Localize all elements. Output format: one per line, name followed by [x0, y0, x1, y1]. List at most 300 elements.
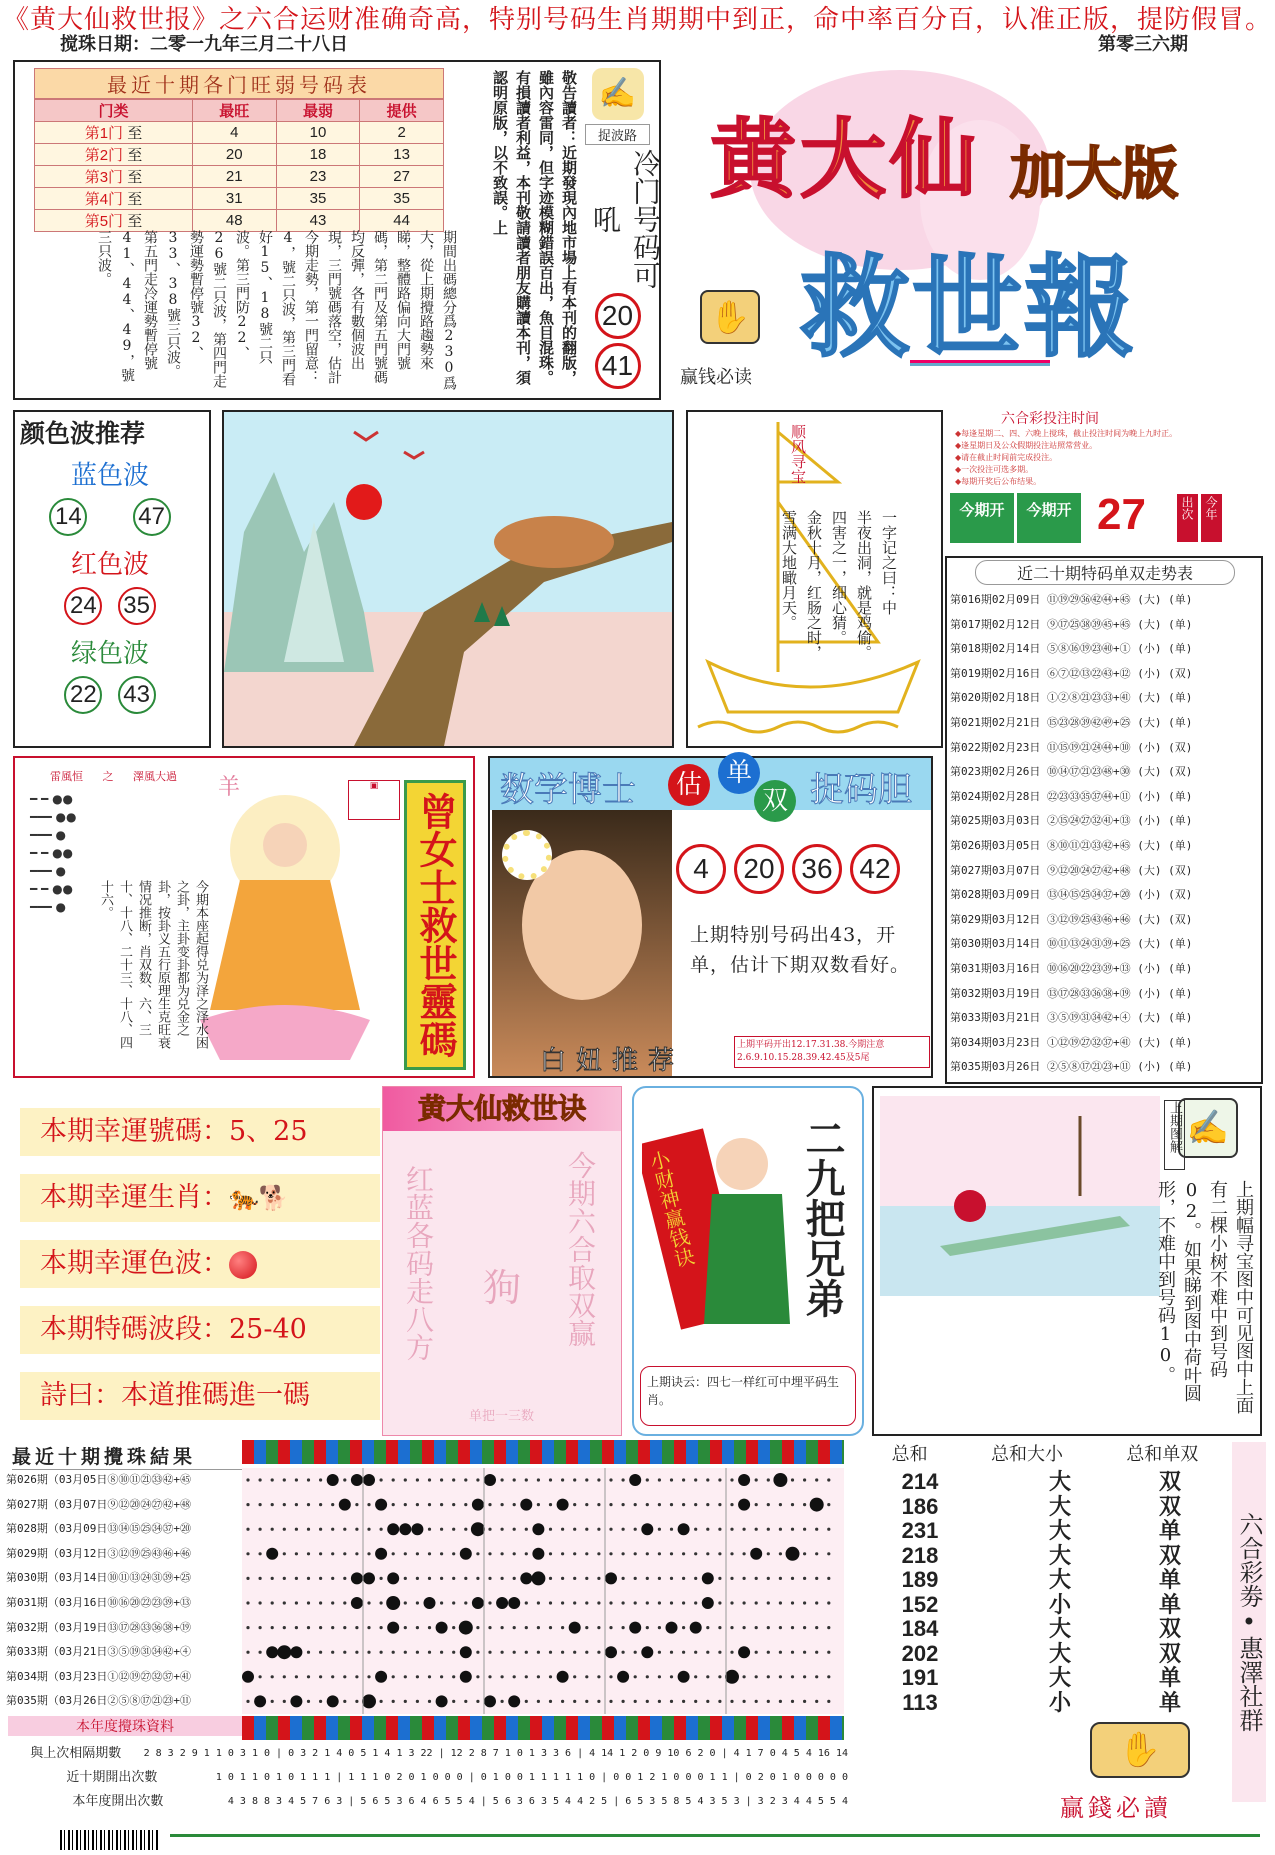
grid-dot	[525, 1552, 528, 1555]
drawn-ball-mark	[363, 1474, 375, 1486]
result-sum: 152	[901, 1591, 939, 1617]
grid-dot	[259, 1601, 262, 1604]
grid-dot	[355, 1651, 358, 1654]
grid-dot	[815, 1528, 818, 1531]
grid-dot	[682, 1700, 685, 1703]
cold-number: 20	[595, 293, 641, 339]
grid-dot	[779, 1503, 782, 1506]
grid-dot	[634, 1577, 637, 1580]
grid-dot	[803, 1503, 806, 1506]
wave-number: 43	[118, 676, 156, 714]
drawn-ball-mark	[339, 1499, 351, 1511]
side-label: 今年	[1201, 494, 1222, 542]
drawn-ball-mark	[666, 1622, 678, 1634]
drawn-ball-mark	[508, 1597, 520, 1609]
table-row: 第1门 至 4 10 2	[35, 122, 444, 144]
grid-dot	[343, 1675, 346, 1678]
result-size: 大	[1048, 1640, 1071, 1666]
grid-dot	[307, 1552, 310, 1555]
grid-dot	[343, 1552, 346, 1555]
grid-dot	[488, 1626, 491, 1629]
result-row: 第034期（03月23日①⑫⑲㉗㉜㊲+㊶	[6, 1669, 191, 1683]
grid-dot	[452, 1528, 455, 1531]
grid-dot	[755, 1503, 758, 1506]
grid-dot	[718, 1675, 721, 1678]
grid-dot	[537, 1700, 540, 1703]
blue-wave-label: 蓝色波	[70, 461, 149, 491]
special-ball-mark	[810, 1498, 824, 1512]
grid-dot	[513, 1528, 516, 1531]
result-size: 大	[1048, 1665, 1071, 1690]
grid-dot	[246, 1700, 249, 1703]
puzzle-picture	[222, 410, 674, 748]
grid-dot	[283, 1601, 286, 1604]
caishen-block	[632, 1086, 864, 1436]
grid-dot	[416, 1626, 419, 1629]
drawn-ball-mark	[363, 1572, 375, 1584]
grid-dot	[525, 1601, 528, 1604]
grid-dot	[452, 1700, 455, 1703]
grid-dot	[537, 1601, 540, 1604]
money-hand-icon: ✋	[700, 290, 760, 344]
drawn-ball-mark	[520, 1499, 532, 1511]
col-sum-size: 总和大小	[990, 1444, 1063, 1465]
result-parity: 单	[1158, 1567, 1181, 1592]
grid-dot	[452, 1503, 455, 1506]
grid-dot	[682, 1478, 685, 1481]
bet-note: ◆请在截止时间前完成投注。	[955, 453, 1058, 462]
poem-line: 半夜出洞，就是鸡偷。	[855, 510, 873, 660]
grid-dot	[682, 1601, 685, 1604]
special-ball-mark	[459, 1621, 473, 1635]
result-row: 第032期（03月19日⑬⑰㉘㉝㊱㊳+⑲	[6, 1620, 191, 1634]
drawn-ball-mark	[460, 1646, 472, 1658]
result-size: 大	[1048, 1469, 1071, 1494]
grid-dot	[646, 1478, 649, 1481]
grid-dot	[718, 1651, 721, 1654]
trend-row: 第029期03月12日 ③⑫⑲㉕㊸㊻+㊻ (大) (双)	[950, 912, 1193, 926]
grid-dot	[416, 1651, 419, 1654]
drawn-ball-mark	[254, 1695, 266, 1707]
hand-icon: ✍	[592, 68, 644, 120]
result-parity: 单	[1158, 1518, 1181, 1543]
grid-dot	[319, 1577, 322, 1580]
drawn-ball-mark	[484, 1474, 496, 1486]
grid-dot	[573, 1601, 576, 1604]
grid-dot	[367, 1552, 370, 1555]
grid-dot	[392, 1478, 395, 1481]
grid-dot	[791, 1577, 794, 1580]
grid-dot	[634, 1552, 637, 1555]
drawn-ball-mark	[702, 1597, 714, 1609]
grid-dot	[694, 1528, 697, 1531]
drawn-ball-mark	[290, 1695, 302, 1707]
grid-dot	[525, 1626, 528, 1629]
cold-box	[585, 68, 662, 388]
grid-dot	[646, 1577, 649, 1580]
bet-time-title: 六合彩投注时间	[1001, 411, 1099, 427]
grid-dot	[525, 1675, 528, 1678]
grid-dot	[815, 1651, 818, 1654]
grid-dot	[331, 1601, 334, 1604]
grid-dot	[779, 1577, 782, 1580]
drawn-ball-mark	[387, 1622, 399, 1634]
grid-dot	[404, 1552, 407, 1555]
grid-dot	[307, 1651, 310, 1654]
grid-dot	[803, 1552, 806, 1555]
drawn-ball-mark	[327, 1474, 339, 1486]
grid-dot	[791, 1700, 794, 1703]
grid-dot	[452, 1552, 455, 1555]
grid-dot	[283, 1552, 286, 1555]
result-sum: 191	[901, 1665, 939, 1690]
grid-dot	[259, 1626, 262, 1629]
cold-label: 捉波路	[585, 124, 650, 145]
grid-dot	[730, 1503, 733, 1506]
grid-dot	[307, 1528, 310, 1531]
grid-dot	[392, 1503, 395, 1506]
grid-dot	[597, 1478, 600, 1481]
grid-dot	[464, 1577, 467, 1580]
yearly-values: 2 8 3 2 9 1 1 0 3 1 0 | 0 3 2 1 4 0 5 1 4 1 3 22 | 12 2 8 7 1 0 1 3 3 6 | 4 14 1 2 0 9 10 6 2 0 | 4 1 7 0 4 5 4 16 14	[143, 1748, 848, 1759]
grid-dot	[549, 1601, 552, 1604]
grid-dot	[622, 1700, 625, 1703]
grid-dot	[694, 1675, 697, 1678]
col-sum-parity: 总和单双	[1126, 1444, 1199, 1465]
grid-dot	[815, 1552, 818, 1555]
grid-dot	[597, 1552, 600, 1555]
lucky-number: 本期幸運號碼：5、25	[20, 1108, 380, 1156]
drawn-ball-mark	[605, 1572, 617, 1584]
grid-dot	[513, 1626, 516, 1629]
col-sum: 总和	[891, 1444, 928, 1465]
grid-dot	[428, 1626, 431, 1629]
grid-dot	[537, 1626, 540, 1629]
parity-column	[1120, 1470, 1220, 1715]
trend-row: 第035期03月26日 ②⑤⑧⑰㉑㉓+⑪ (小) (单)	[950, 1060, 1193, 1074]
result-row: 第027期（03月07日⑨⑫⑳㉔㉗㊷+㊽	[6, 1497, 191, 1511]
lucky-poem: 詩曰：本道推碼進一碼	[20, 1372, 380, 1420]
bet-note: ◆每逢星期二、四、六晚上搅珠，截止投注时间为晚上九时正。	[955, 429, 1178, 438]
result-size: 小	[1048, 1591, 1071, 1617]
analysis-text: 期間出碼總分爲230爲大，從上期攪路趨勢來睇，整體路偏向大門號碼，第二門及第五門號碼均反彈，各有數個波出現，三門號碼落空，估計今期走勢，第一門留意：4，號二只波，第三門看好15、18號二只波。第三門防22、26號二只波，第四門走勢運勢暫停號32、33、38號三只波。第五門走冷運勢暫停號41、44、49，號三只波。	[96, 230, 457, 390]
drawn-ball-mark	[424, 1597, 436, 1609]
grid-dot	[622, 1577, 625, 1580]
pick-number: 20	[734, 844, 784, 894]
trend-row: 第024期02月28日 ㉒㉓㉝㉟㊲㊹+⑪ (小) (单)	[950, 789, 1193, 803]
trend-row: 第021期02月21日 ⑮㉓㉘㊴㊷㊾+㉕ (大) (单)	[950, 715, 1193, 729]
grid-dot	[767, 1626, 770, 1629]
grid-dot	[815, 1626, 818, 1629]
grid-dot	[464, 1700, 467, 1703]
drawn-ball-mark	[460, 1671, 472, 1683]
deco-lines	[910, 360, 1050, 366]
grid-dot	[246, 1577, 249, 1580]
grid-dot	[476, 1552, 479, 1555]
grid-dot	[549, 1552, 552, 1555]
grid-dot	[319, 1626, 322, 1629]
grid-dot	[706, 1651, 709, 1654]
grid-dot	[730, 1552, 733, 1555]
drawn-ball-mark	[641, 1646, 653, 1658]
grid-dot	[597, 1651, 600, 1654]
drawn-ball-mark	[738, 1474, 750, 1486]
drawn-ball-mark	[460, 1548, 472, 1560]
grid-dot	[259, 1577, 262, 1580]
tiger-icon: 🐅	[229, 1184, 259, 1212]
grid-dot	[501, 1626, 504, 1629]
grid-dot	[597, 1601, 600, 1604]
grid-dot	[488, 1675, 491, 1678]
drawn-ball-mark	[629, 1474, 641, 1486]
grid-dot	[355, 1626, 358, 1629]
grid-dot	[755, 1577, 758, 1580]
grid-dot	[682, 1552, 685, 1555]
grid-dot	[573, 1478, 576, 1481]
grid-dot	[767, 1478, 770, 1481]
grid-dot	[585, 1528, 588, 1531]
grid-dot	[573, 1577, 576, 1580]
color-wave-title: 颜色波推荐	[20, 419, 146, 448]
masthead	[680, 60, 1260, 400]
grid-dot	[271, 1503, 274, 1506]
boat-flag: 顺风寻宝	[789, 424, 807, 484]
grid-dot	[283, 1675, 286, 1678]
grid-dot	[609, 1552, 612, 1555]
grid-dot	[307, 1503, 310, 1506]
grid-dot	[440, 1601, 443, 1604]
trend-row: 第016期02月09日 ⑪⑲㉙㊱㊷㊹+㊺ (大) (单)	[950, 593, 1193, 606]
result-size: 大	[1048, 1567, 1071, 1592]
grid-dot	[622, 1528, 625, 1531]
grid-dot	[380, 1577, 383, 1580]
drawn-ball-mark	[472, 1597, 484, 1609]
grid-dot	[416, 1675, 419, 1678]
grid-dot	[658, 1528, 661, 1531]
grid-dot	[718, 1626, 721, 1629]
col-max: 最旺	[192, 100, 276, 122]
pick-number: 4	[676, 844, 726, 894]
wave-number: 14	[49, 498, 87, 536]
grid-dot	[609, 1503, 612, 1506]
caishen-scroll: 小财神赢钱诀	[644, 1147, 697, 1271]
side-slogan: 六合彩劵•惠澤社群	[1232, 1442, 1266, 1802]
grid-dot	[319, 1651, 322, 1654]
grid-dot	[634, 1700, 637, 1703]
grid-dot	[743, 1626, 746, 1629]
grid-dot	[501, 1503, 504, 1506]
result-parity: 双	[1158, 1640, 1181, 1666]
drawn-ball-mark	[569, 1622, 581, 1634]
grid-dot	[246, 1601, 249, 1604]
col-door: 门类	[35, 100, 193, 122]
yearly-label: 與上次相隔期數	[30, 1746, 122, 1761]
grid-dot	[718, 1577, 721, 1580]
grid-dot	[331, 1528, 334, 1531]
grid-dot	[440, 1552, 443, 1555]
grid-dot	[755, 1626, 758, 1629]
grid-dot	[609, 1626, 612, 1629]
result-sum: 231	[901, 1518, 939, 1543]
grid-dot	[319, 1675, 322, 1678]
grid-dot	[452, 1577, 455, 1580]
drawn-ball-mark	[242, 1671, 254, 1683]
grid-dot	[331, 1675, 334, 1678]
grid-dot	[779, 1651, 782, 1654]
grid-dot	[767, 1503, 770, 1506]
cold-number: 41	[595, 343, 641, 389]
table-row: 第4门 至 31 35 35	[35, 188, 444, 210]
grid-dot	[331, 1552, 334, 1555]
special-ball-mark	[471, 1522, 485, 1536]
grid-dot	[295, 1503, 298, 1506]
grid-dot	[380, 1651, 383, 1654]
grid-dot	[670, 1503, 673, 1506]
grid-dot	[755, 1651, 758, 1654]
result-sum: 186	[901, 1493, 939, 1519]
grid-dot	[646, 1552, 649, 1555]
grid-dot	[791, 1478, 794, 1481]
grid-dot	[573, 1651, 576, 1654]
bet-note: ◆每期开奖后公布结果。	[955, 477, 1042, 486]
trend-row: 第026期03月05日 ⑧⑩⑪㉑㉝㊷+㊺ (大) (单)	[950, 838, 1193, 852]
grid-dot	[525, 1528, 528, 1531]
drawn-ball-mark	[617, 1671, 629, 1683]
grid-dot	[718, 1528, 721, 1531]
grid-dot	[416, 1478, 419, 1481]
grid-dot	[428, 1528, 431, 1531]
grid-dot	[476, 1577, 479, 1580]
grid-dot	[597, 1528, 600, 1531]
grid-dot	[743, 1528, 746, 1531]
trend-row: 第034期03月23日 ①⑫⑲㉗㉜㊲+㊶ (大) (单)	[950, 1035, 1193, 1049]
grid-dot	[573, 1552, 576, 1555]
result-row: 第029期（03月12日③⑫⑲㉕㊸㊻+㊻	[6, 1546, 191, 1560]
goddess-text: 今期本座起得兑为泽之泽水困之卦，主卦变卦都为兑金之卦，按卦义五行原理生克旺衰情况推断，肖双数、六、三十、十八、二十三、十八、四十六。	[98, 880, 208, 1049]
result-parity: 双	[1158, 1493, 1181, 1519]
grid-dot	[476, 1478, 479, 1481]
hand-icon: ✍	[1178, 1098, 1238, 1158]
grid-dot	[670, 1601, 673, 1604]
drawn-ball-mark	[738, 1646, 750, 1658]
grid-dot	[803, 1700, 806, 1703]
grid-dot	[355, 1675, 358, 1678]
drawn-ball-mark	[351, 1597, 363, 1609]
grid-dot	[585, 1700, 588, 1703]
grid-dot	[416, 1503, 419, 1506]
grid-dot	[634, 1528, 637, 1531]
secret-left: 红蓝各码走八方	[402, 1165, 435, 1361]
grid-dot	[743, 1601, 746, 1604]
drawn-ball-mark	[375, 1671, 387, 1683]
grid-dot	[259, 1651, 262, 1654]
grid-dot	[622, 1651, 625, 1654]
grid-dot	[646, 1700, 649, 1703]
grid-dot	[718, 1601, 721, 1604]
drawn-ball-mark	[387, 1572, 399, 1584]
grid-dot	[319, 1552, 322, 1555]
grid-dot	[706, 1626, 709, 1629]
results-headers	[860, 1440, 1230, 1466]
drawn-ball-mark	[641, 1523, 653, 1535]
grid-dot	[525, 1651, 528, 1654]
grid-dot	[319, 1601, 322, 1604]
grid-dot	[343, 1577, 346, 1580]
grid-dot	[658, 1675, 661, 1678]
grid-dot	[573, 1675, 576, 1678]
grid-dot	[513, 1552, 516, 1555]
grid-dot	[706, 1675, 709, 1678]
grid-dot	[367, 1528, 370, 1531]
grid-dot	[259, 1528, 262, 1531]
grid-dot	[730, 1626, 733, 1629]
grid-dot	[355, 1552, 358, 1555]
grid-dot	[549, 1675, 552, 1678]
grid-dot	[537, 1675, 540, 1678]
trend-table	[950, 588, 1260, 1080]
grid-dot	[513, 1675, 516, 1678]
drawn-ball-mark	[702, 1572, 714, 1584]
drawn-ball-mark	[678, 1671, 690, 1683]
drawn-ball-mark	[496, 1597, 508, 1609]
barcode	[60, 1830, 160, 1850]
grid-dot	[428, 1700, 431, 1703]
yearly-values: 1 0 1 1 0 1 0 1 1 1 | 1 1 1 0 2 0 1 0 0 0 | 0 1 0 0 1 1 1 1 1 0 | 0 0 1 2 1 0 0 0 1 1 | 0 2 0 1 0 0 0 0 0	[215, 1772, 848, 1783]
grid-dot	[501, 1675, 504, 1678]
grid-dot	[670, 1478, 673, 1481]
grid-dot	[259, 1552, 262, 1555]
grid-dot	[452, 1675, 455, 1678]
grid-dot	[464, 1503, 467, 1506]
grid-dot	[343, 1626, 346, 1629]
trend-row: 第031期03月16日 ⑩⑯⑳㉒㉓㊴+⑬ (小) (单)	[950, 961, 1193, 975]
grid-dot	[476, 1675, 479, 1678]
grid-dot	[428, 1577, 431, 1580]
grid-dot	[730, 1651, 733, 1654]
grid-dot	[585, 1601, 588, 1604]
secret-center: 狗	[483, 1266, 522, 1310]
result-parity: 双	[1158, 1469, 1181, 1494]
grid-dot	[743, 1675, 746, 1678]
grid-dot	[331, 1503, 334, 1506]
grid-dot	[827, 1528, 830, 1531]
table-row: 第3门 至 21 23 27	[35, 166, 444, 188]
grid-dot	[343, 1700, 346, 1703]
grid-dot	[283, 1577, 286, 1580]
drawn-ball-mark	[266, 1646, 278, 1658]
math-footnote: 上期平码开出12.17.31.38.今期注意2.6.9.10.15.28.39.42.45及5尾	[734, 1036, 930, 1068]
trend-row: 第019期02月16日 ⑥⑦⑫⑬㉒㊸+⑫ (小) (双)	[950, 666, 1193, 680]
grid-dot	[670, 1528, 673, 1531]
trend-row: 第025期03月03日 ②⑮㉔㉗㉜㊶+⑬ (小) (单)	[950, 814, 1193, 828]
grid-dot	[428, 1552, 431, 1555]
goddess-illustration	[190, 790, 380, 1070]
grid-dot	[658, 1503, 661, 1506]
drawn-ball-mark	[351, 1474, 363, 1486]
grid-dot	[295, 1675, 298, 1678]
grid-dot	[730, 1700, 733, 1703]
grid-dot	[380, 1700, 383, 1703]
grid-dot	[501, 1577, 504, 1580]
grid-dot	[319, 1700, 322, 1703]
grid-dot	[561, 1626, 564, 1629]
grid-dot	[597, 1626, 600, 1629]
grid-dot	[597, 1503, 600, 1506]
result-size: 大	[1048, 1493, 1071, 1519]
drawn-ball-mark	[436, 1695, 448, 1707]
grid-dot	[694, 1552, 697, 1555]
bet-time-block	[945, 408, 1265, 548]
